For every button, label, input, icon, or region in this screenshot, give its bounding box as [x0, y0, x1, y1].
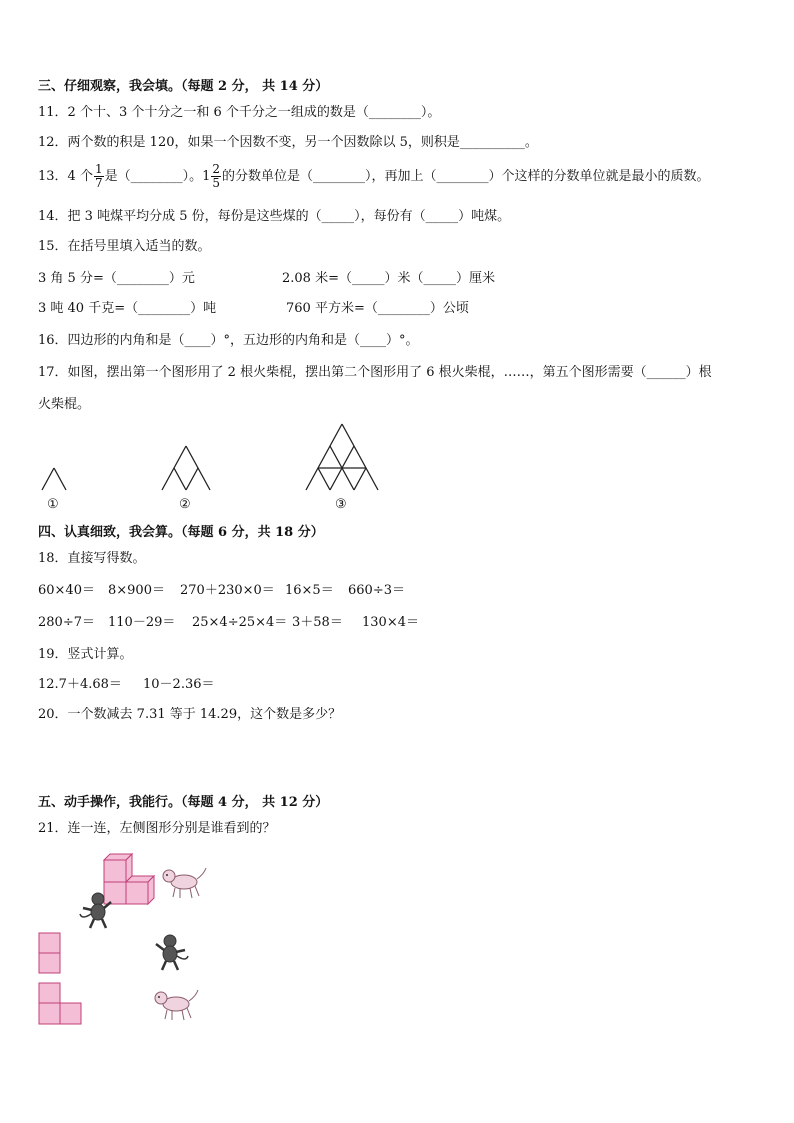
calc-row-1-item-4: 16×5＝	[285, 583, 334, 598]
fraction-numerator: 1	[94, 162, 103, 176]
question-15-b: 2.08 米=（_____）米（_____）厘米	[282, 271, 495, 286]
fraction-numerator: 2	[212, 162, 221, 176]
question-13-part-c: 的分数单位是（________），再加上（________）个这样的分数单位就是最小的质数。	[222, 169, 710, 184]
calc-row-2-item-2: 110－29＝	[108, 615, 176, 630]
section3-title: 三、仔细观察，我会填。（每题 2 分， 共 14 分）	[38, 79, 329, 94]
matchstick-figure-2	[162, 446, 210, 490]
section4-title: 四、认真细致，我会算。（每题 6 分，共 18 分）	[38, 525, 324, 540]
dog-icon	[152, 986, 200, 1022]
matchstick-figure-1	[42, 468, 66, 490]
question-16: 16．四边形的内角和是（____）°，五边形的内角和是（____）°。	[38, 333, 419, 348]
question-17-line2: 火柴棍。	[38, 397, 91, 412]
question-15-c: 3 吨 40 千克=（________）吨	[38, 301, 217, 316]
calc-row-2-item-4: 3＋58＝	[292, 615, 343, 630]
question-17-line1: 17．如图，摆出第一个图形用了 2 根火柴棍，摆出第二个图形用了 6 根火柴棍，……，第五个图形需要（______）根	[38, 365, 712, 380]
question-20: 20．一个数减去 7.31 等于 14.29，这个数是多少？	[38, 707, 342, 722]
question-19: 19．竖式计算。	[38, 647, 133, 662]
matchstick-figures	[38, 420, 398, 495]
fraction-two-fifths	[211, 163, 221, 190]
monkey-icon	[152, 932, 190, 972]
monkey-icon	[78, 890, 116, 930]
dog-icon	[160, 864, 208, 900]
question-15-a: 3 角 5 分=（________）元	[38, 271, 195, 286]
figure-label-2: ②	[179, 497, 191, 512]
fraction-denominator: 7	[94, 176, 103, 190]
question-13-part-b: 是（________）。1	[104, 169, 211, 184]
calc-row-1-item-2: 8×900＝	[108, 583, 165, 598]
figure-label-3: ③	[335, 497, 347, 512]
question-11: 11．2 个十、3 个十分之一和 6 个千分之一组成的数是（________）。	[38, 105, 441, 120]
calc-row-2-item-5: 130×4＝	[362, 615, 419, 630]
calc-row-2-item-1: 280÷7＝	[38, 615, 95, 630]
vertical-calc-1: 12.7＋4.68＝	[38, 677, 122, 692]
question-14: 14．把 3 吨煤平均分成 5 份，每份是这些煤的（_____），每份有（_____）吨煤。	[38, 209, 511, 224]
calc-row-2-item-3: 25×4÷25×4＝	[192, 615, 288, 630]
question-21: 21．连一连，左侧图形分别是谁看到的？	[38, 821, 276, 836]
vertical-calc-2: 10－2.36＝	[143, 677, 215, 692]
question-13	[38, 162, 710, 192]
question-12: 12．两个数的积是 120，如果一个因数不变，另一个因数除以 5，则积是__________。	[38, 135, 538, 150]
calc-row-1-item-1: 60×40＝	[38, 583, 95, 598]
question-18: 18．直接写得数。	[38, 551, 146, 566]
fraction-denominator: 5	[212, 176, 221, 190]
question-13-part-a: 13．4 个	[38, 169, 93, 184]
question-15-d: 760 平方米=（________）公顷	[286, 301, 469, 316]
section5-title: 五、动手操作，我能行。（每题 4 分， 共 12 分）	[38, 795, 329, 810]
figure-label-1: ①	[47, 497, 59, 512]
view-shape-l	[38, 982, 84, 1026]
view-shape-vertical	[38, 932, 62, 974]
fraction-one-seventh	[94, 163, 104, 190]
matchstick-figure-3	[306, 424, 378, 490]
question-15: 15．在括号里填入适当的数。	[38, 239, 211, 254]
calc-row-1-item-3: 270＋230×0＝	[180, 583, 275, 598]
calc-row-1-item-5: 660÷3＝	[348, 583, 405, 598]
